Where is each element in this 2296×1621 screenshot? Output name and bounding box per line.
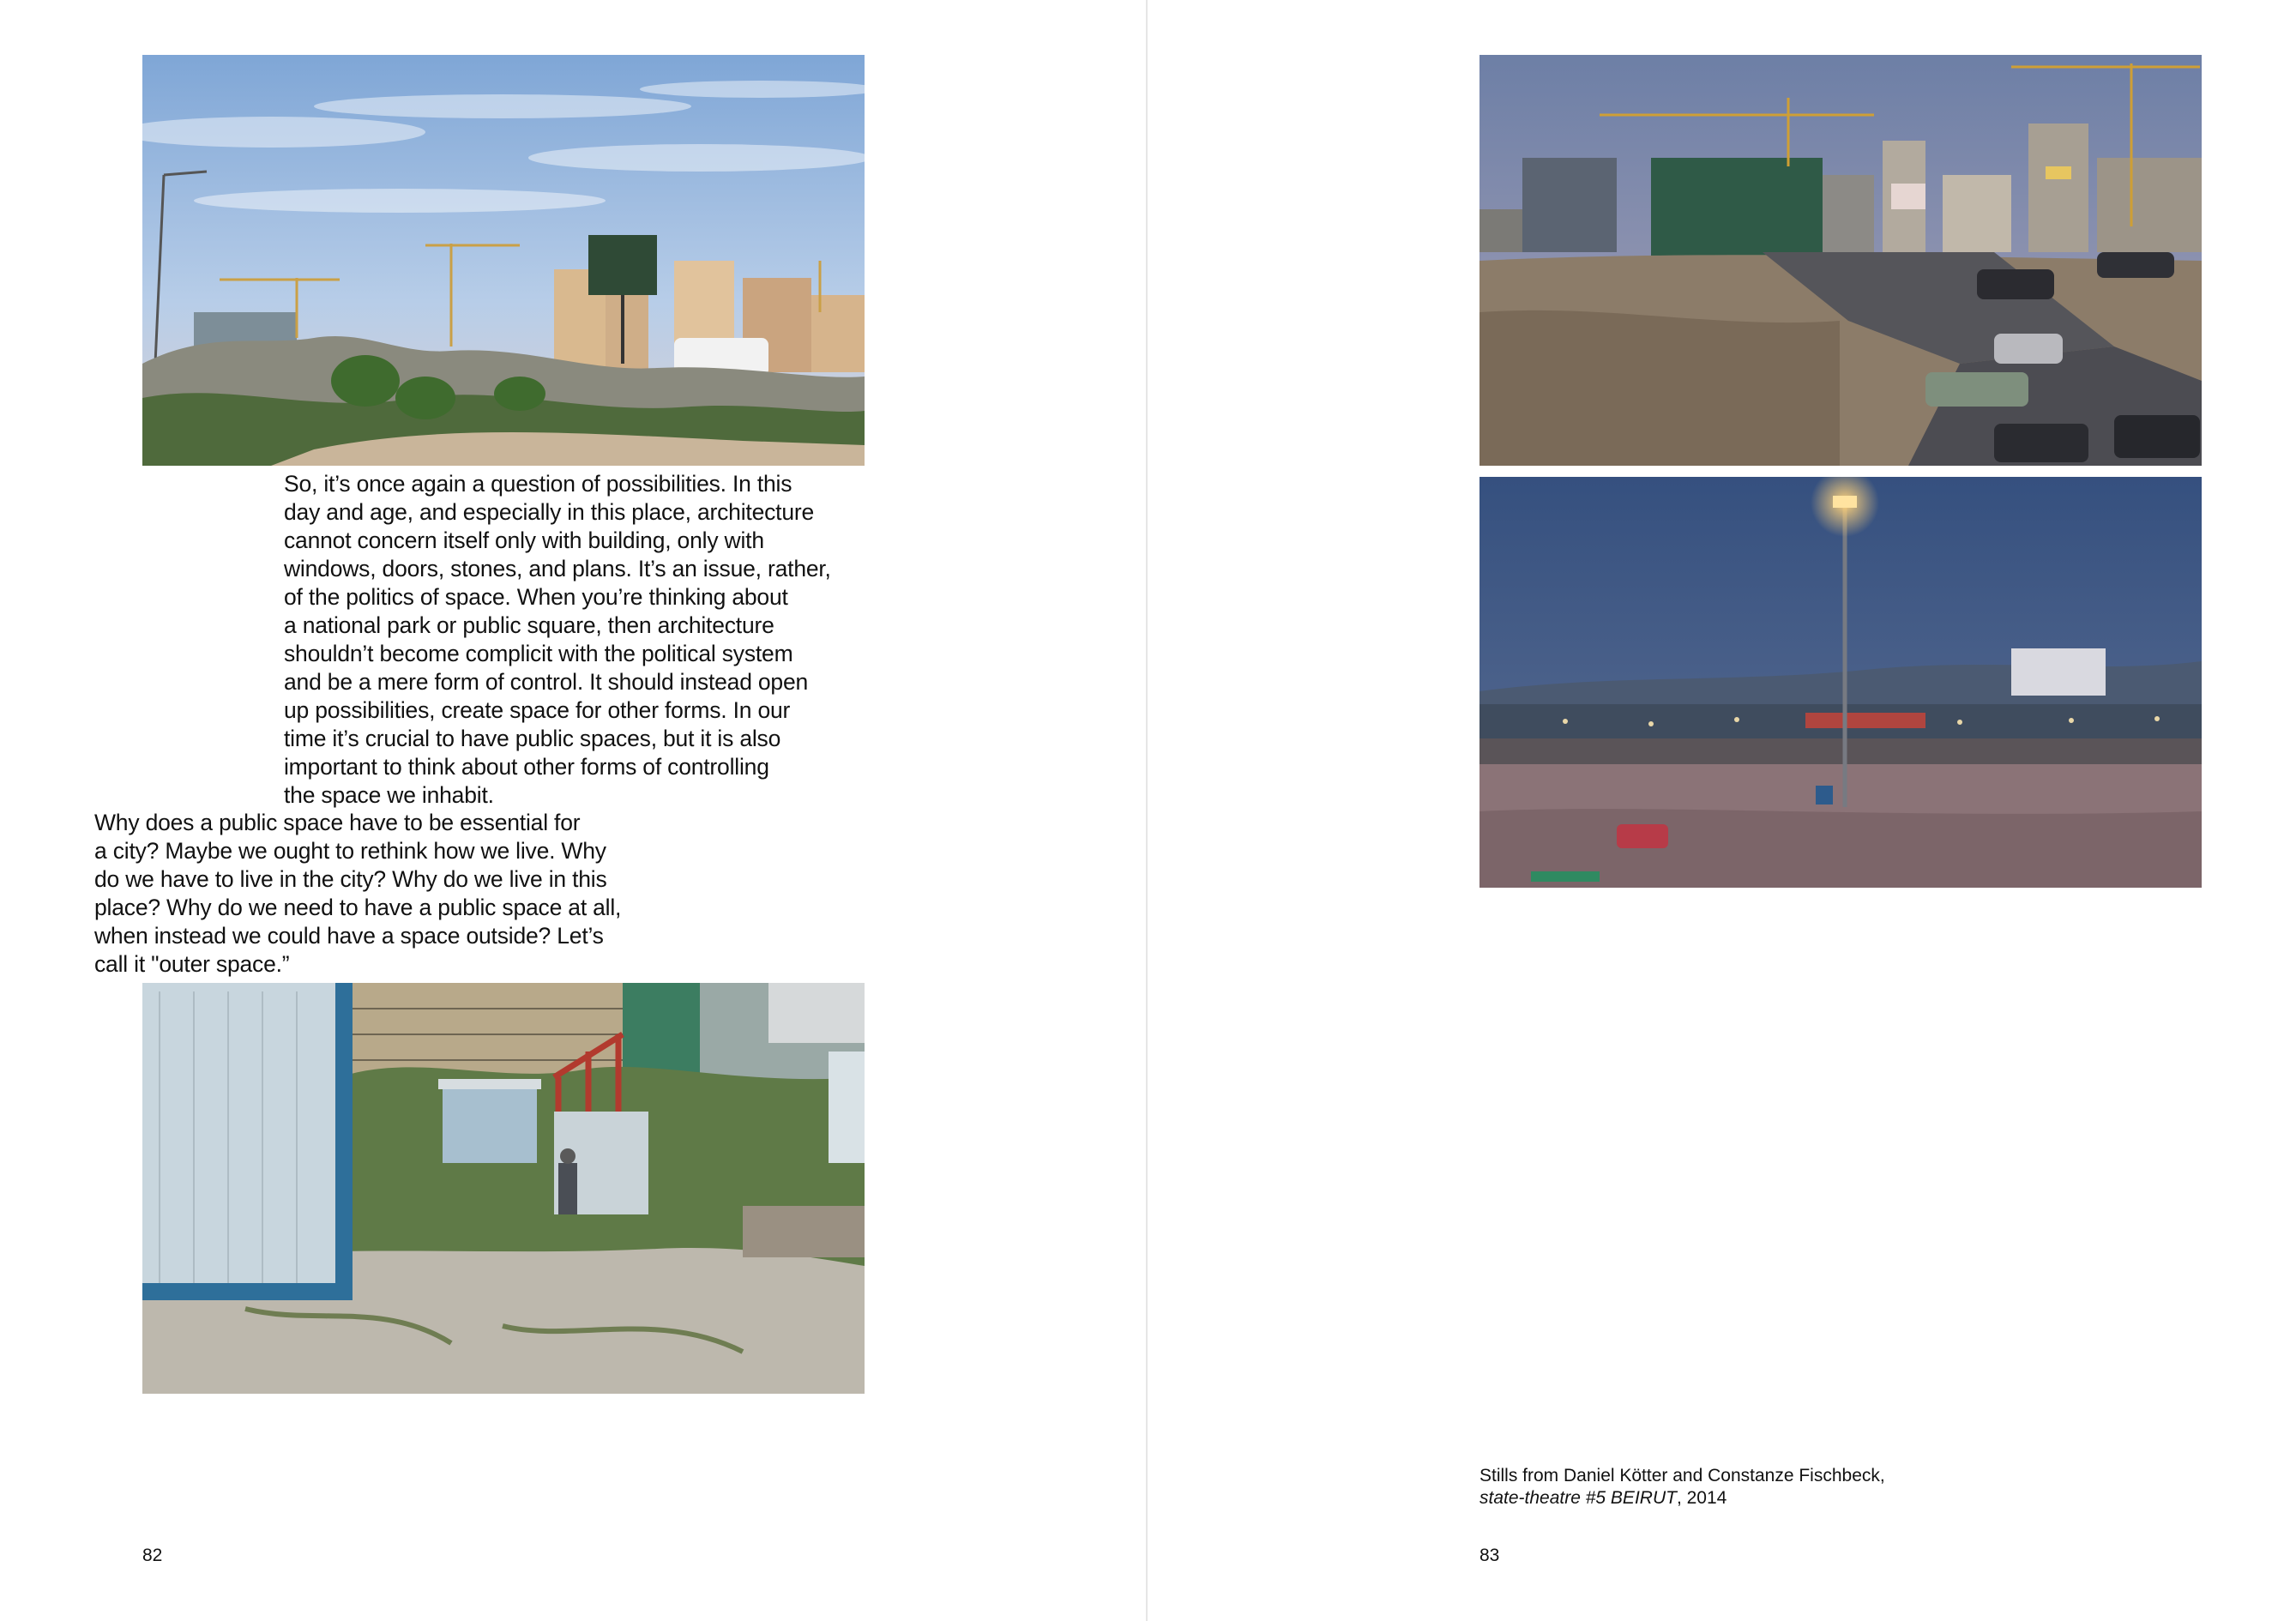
quote-line: day and age, and especially in this place, architecture <box>284 499 815 525</box>
caption-title-line <box>1479 1487 1885 1510</box>
quote-line: of the politics of space. When you’re thinking about <box>284 584 788 610</box>
quote-line: up possibilities, create space for other forms. In our <box>284 697 791 723</box>
quote-line: the space we inhabit. <box>284 782 494 808</box>
body-line: place? Why do we need to have a public space at all, <box>94 895 622 920</box>
quote-line: windows, doors, stones, and plans. It’s an issue, rather, <box>284 556 831 582</box>
caption-work-title: state-theatre #5 BEIRUT <box>1479 1488 1677 1508</box>
interview-quote <box>284 470 867 810</box>
page-gutter <box>1146 0 1148 1621</box>
photo-caption <box>1479 1465 1885 1510</box>
page-number-right: 83 <box>1479 1546 1500 1565</box>
quote-line: a national park or public square, then architecture <box>284 612 774 638</box>
body-line: call it "outer space.” <box>94 951 290 977</box>
quote-line: So, it’s once again a question of possibilities. In this <box>284 471 792 497</box>
page-number-left: 82 <box>142 1546 163 1565</box>
body-line: when instead we could have a space outside? Let’s <box>94 923 604 949</box>
caption-credit: Stills from Daniel Kötter and Constanze Fischbeck, <box>1479 1466 1885 1485</box>
body-line: Why does a public space have to be essential for <box>94 810 581 835</box>
quote-line: and be a mere form of control. It should instead open <box>284 669 809 695</box>
photo-dusk-harbor-floodlight <box>1479 477 2202 888</box>
photo-cranes-billboard <box>142 55 865 466</box>
photo-containers-lot <box>142 983 865 1394</box>
body-line: do we have to live in the city? Why do we live in this <box>94 866 607 892</box>
photo-dusk-cranes-lot <box>1479 55 2202 466</box>
quote-line: important to think about other forms of controlling <box>284 754 769 780</box>
quote-line: cannot concern itself only with building, only with <box>284 527 764 553</box>
quote-line: shouldn’t become complicit with the political system <box>284 641 793 666</box>
body-paragraph <box>94 809 678 979</box>
quote-line: time it’s crucial to have public spaces, but it is also <box>284 726 781 751</box>
body-line: a city? Maybe we ought to rethink how we live. Why <box>94 838 606 864</box>
caption-year: , 2014 <box>1676 1488 1727 1508</box>
